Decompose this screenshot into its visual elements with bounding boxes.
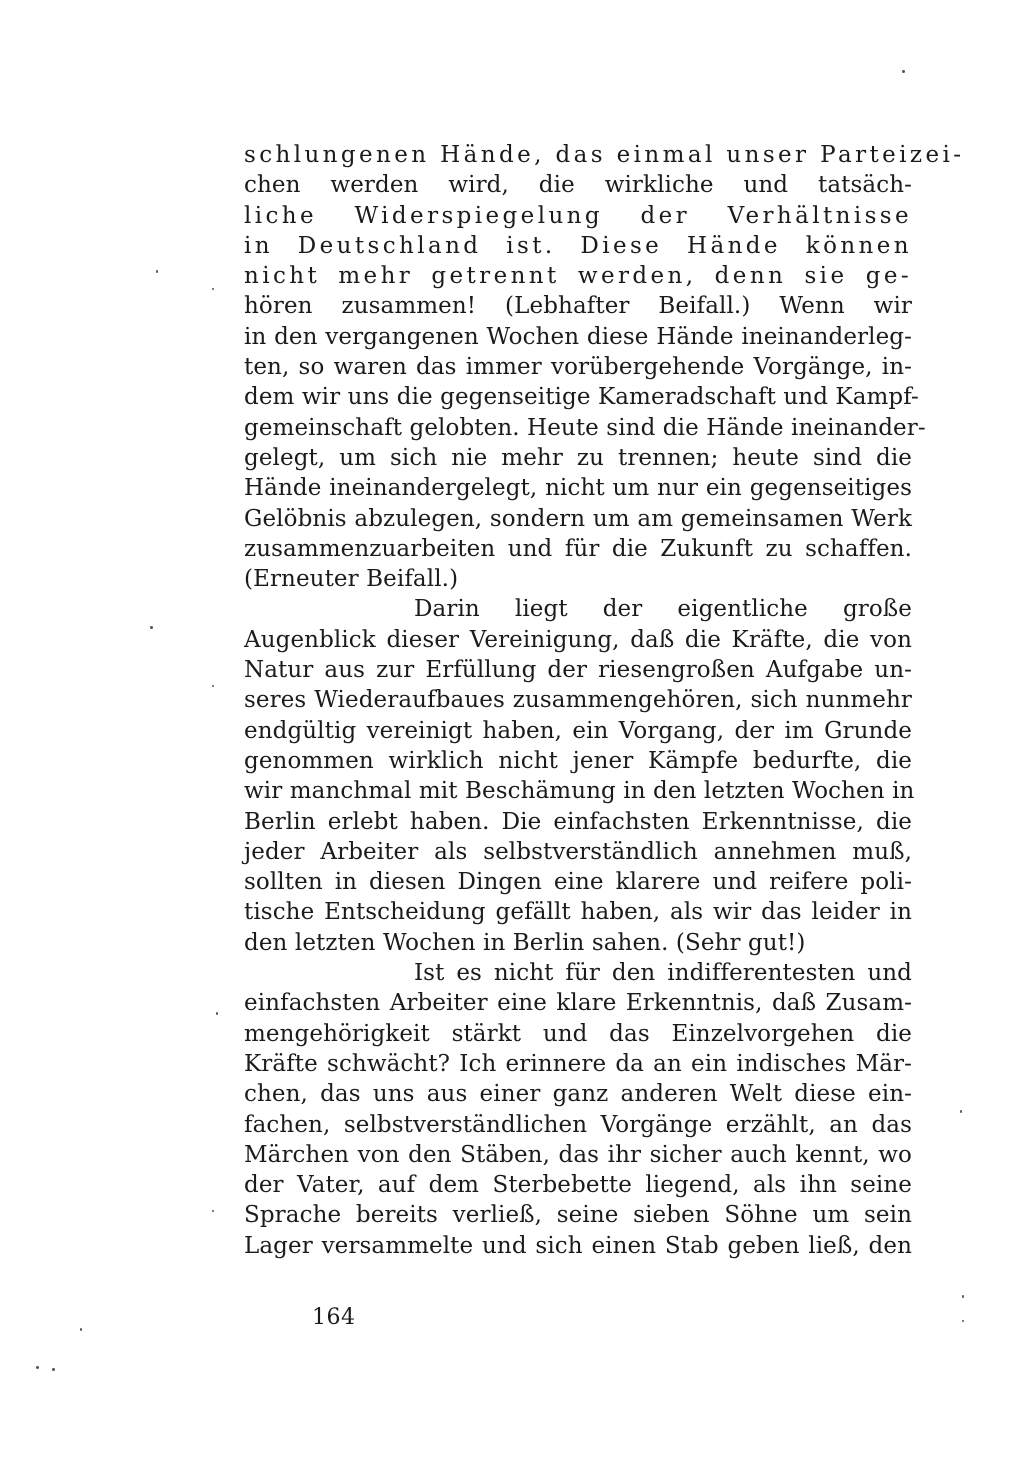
scan-speck	[902, 70, 905, 73]
scan-speck	[216, 1012, 218, 1015]
text-line: Natur aus zur Erfüllung der riesengroßen Aufgabe un-	[244, 657, 912, 684]
text-line: in den vergangenen Wochen diese Hände ineinanderleg-	[244, 323, 912, 350]
text-line: tische Entscheidung gefällt haben, als wir das leider in	[244, 899, 912, 926]
text-line: Gelöbnis abzulegen, sondern um am gemeinsamen Werk	[244, 505, 912, 532]
text-line: in Deutschland ist. Diese Hände können	[244, 232, 912, 259]
scan-speck	[156, 270, 158, 273]
text-line: jeder Arbeiter als selbstverständlich annehmen muß,	[244, 838, 912, 865]
text-line: Hände ineinandergelegt, nicht um nur ein gegenseitiges	[244, 475, 912, 502]
text-line: Märchen von den Stäben, das ihr sicher auch kennt, wo	[244, 1141, 912, 1168]
text-line: einfachsten Arbeiter eine klare Erkenntnis, daß Zusam-	[244, 990, 912, 1017]
text-line: ten, so waren das immer vorübergehende Vorgänge, in-	[244, 354, 912, 381]
text-line: Darin liegt der eigentliche große	[414, 596, 912, 623]
scan-speck	[960, 1110, 962, 1113]
scan-speck	[962, 1320, 964, 1322]
scan-speck	[36, 1366, 39, 1369]
text-line: dem wir uns die gegenseitige Kameradschaft und Kampf-	[244, 384, 919, 411]
scan-speck	[212, 288, 214, 290]
text-line: Lager versammelte und sich einen Stab geben ließ, den	[244, 1232, 912, 1259]
text-line: liche Widerspiegelung der Verhältnisse	[244, 202, 912, 229]
body-text	[244, 140, 965, 1261]
text-line: genommen wirklich nicht jener Kämpfe bedurfte, die	[244, 747, 912, 774]
text-line: Ist es nicht für den indifferentesten und	[414, 960, 912, 987]
scan-speck	[962, 1295, 964, 1298]
text-line: Kräfte schwächt? Ich erinnere da an ein indisches Mär-	[244, 1050, 912, 1077]
text-line: Sprache bereits verließ, seine sieben Söhne um sein	[244, 1202, 912, 1229]
text-line: Berlin erlebt haben. Die einfachsten Erkenntnisse, die	[244, 808, 912, 835]
text-line: schlungenen Hände, das einmal unser Parteizei-	[244, 142, 965, 168]
text-line: Augenblick dieser Vereinigung, daß die Kräfte, die von	[244, 626, 912, 653]
scan-speck	[52, 1368, 55, 1371]
text-line: wir manchmal mit Beschämung in den letzten Wochen in	[244, 778, 915, 805]
text-line: (Erneuter Beifall.)	[244, 566, 459, 593]
text-line: zusammenzuarbeiten und für die Zukunft zu schaffen.	[244, 535, 912, 562]
text-line: gemeinschaft gelobten. Heute sind die Hände ineinander-	[244, 414, 926, 441]
text-line: chen werden wird, die wirkliche und tatsäch-	[244, 172, 912, 199]
text-line: chen, das uns aus einer ganz anderen Welt diese ein-	[244, 1081, 912, 1108]
text-line: hören zusammen! (Lebhafter Beifall.) Wenn wir	[244, 293, 912, 320]
text-line: endgültig vereinigt haben, ein Vorgang, der im Grunde	[244, 717, 912, 744]
text-line: sollten in diesen Dingen eine klarere und reifere poli-	[244, 869, 912, 896]
scan-speck	[212, 1210, 214, 1212]
text-line: der Vater, auf dem Sterbebette liegend, als ihn seine	[244, 1172, 912, 1199]
scan-speck	[212, 685, 214, 687]
text-line: fachen, selbstverständlichen Vorgänge erzählt, an das	[244, 1111, 912, 1138]
page-number: 164	[312, 1305, 356, 1330]
text-line: mengehörigkeit stärkt und das Einzelvorgehen die	[244, 1020, 912, 1047]
text-line: seres Wiederaufbaues zusammengehören, sich nunmehr	[244, 687, 912, 714]
text-line: nicht mehr getrennt werden, denn sie ge-	[244, 263, 912, 290]
text-line: den letzten Wochen in Berlin sahen. (Sehr gut!)	[244, 929, 806, 956]
scan-speck	[150, 626, 153, 629]
scan-speck	[80, 1328, 82, 1331]
text-line: gelegt, um sich nie mehr zu trennen; heute sind die	[244, 444, 912, 471]
